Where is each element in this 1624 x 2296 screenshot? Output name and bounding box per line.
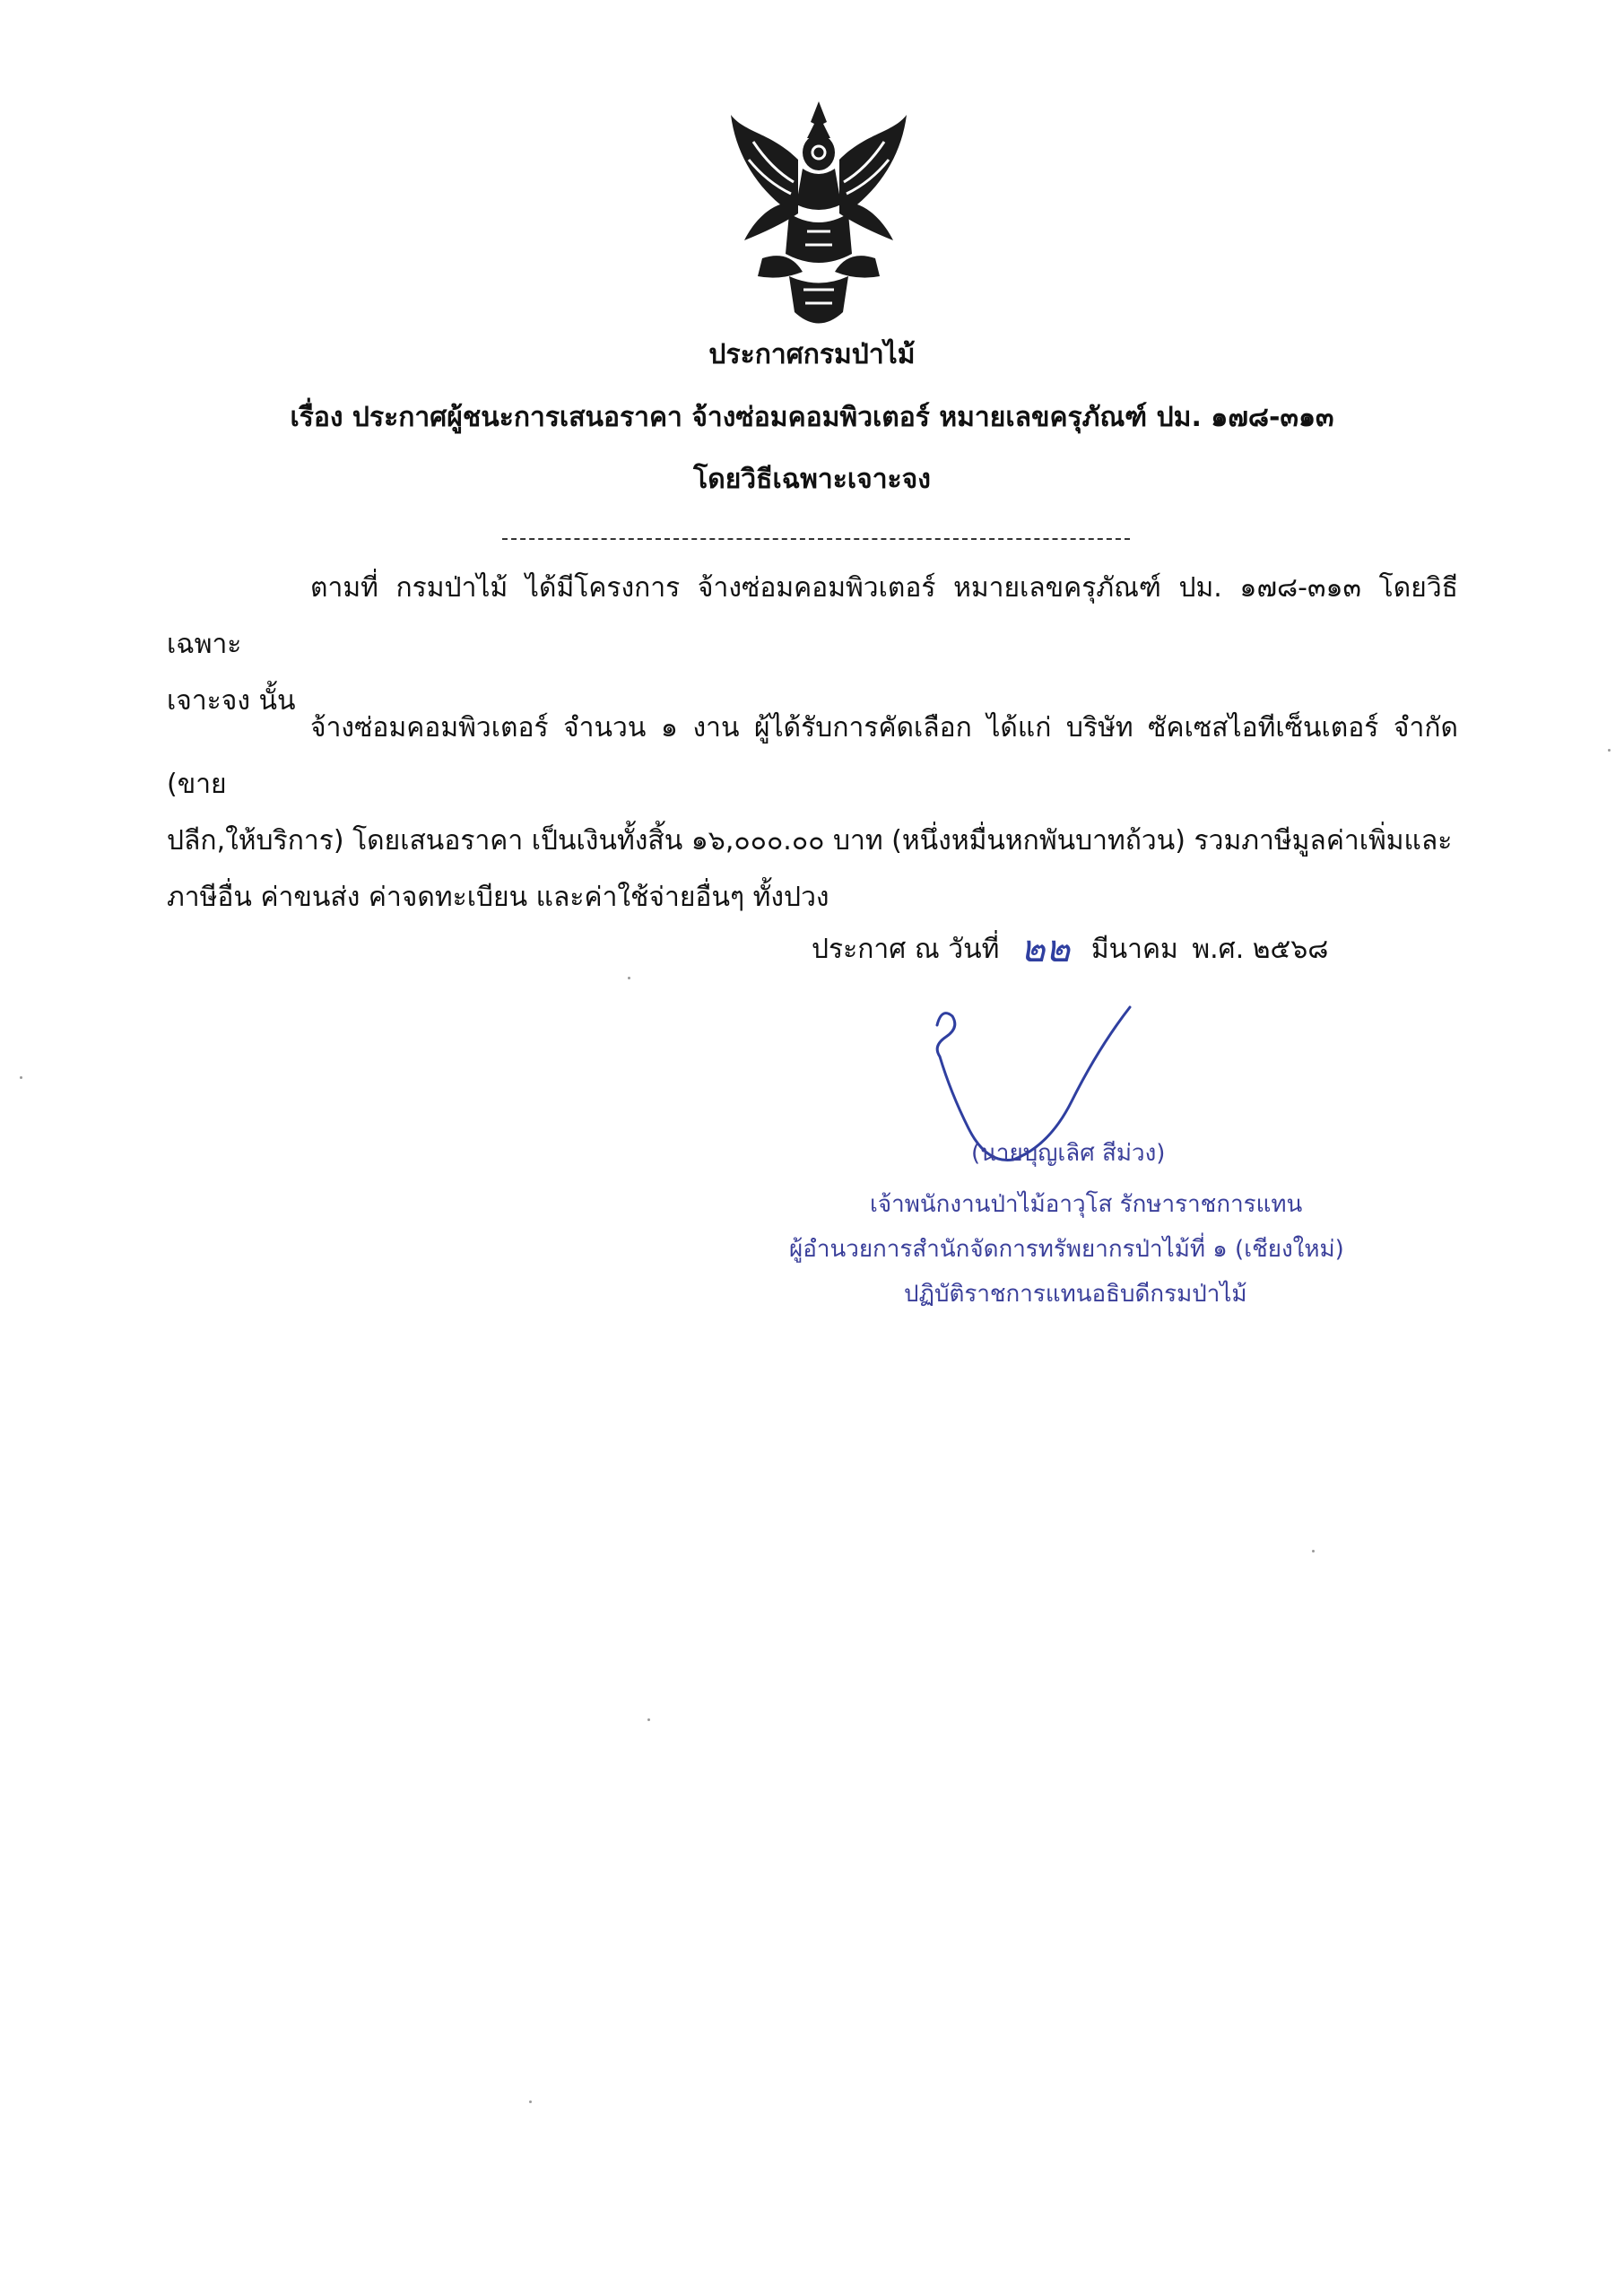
date-year: พ.ศ. ๒๕๖๘ [1192, 934, 1329, 965]
announcement-subject: เรื่อง ประกาศผู้ชนะการเสนอราคา จ้างซ่อมคอมพิวเตอร์ หมายเลขครุภัณฑ์ ปม. ๑๗๘-๓๑๓ [290, 402, 1334, 433]
signatory-position-2: ผู้อำนวยการสำนักจัดการทรัพยากรป่าไม้ที่ ๑ (เชียงใหม่) [789, 1236, 1344, 1263]
announcement-agency-title: ประกาศกรมป่าไม้ [708, 339, 916, 370]
paragraph-award-text-1: จ้างซ่อมคอมพิวเตอร์ จำนวน ๑ งาน ผู้ได้รับการคัดเลือก ได้แก่ บริษัท ซัคเซสไอทีเซ็นเตอร์ จำกัด (ขาย [167, 712, 1458, 800]
signatory-position-3: ปฏิบัติราชการแทนอธิบดีกรมป่าไม้ [904, 1281, 1247, 1308]
scan-speck [20, 1076, 22, 1079]
date-prefix: ประกาศ ณ วันที่ [812, 934, 1000, 965]
scan-speck [1312, 1550, 1315, 1552]
scan-speck [647, 1718, 650, 1721]
scan-speck [529, 2100, 532, 2103]
paragraph-intro-text-1: ตามที่ กรมป่าไม้ ได้มีโครงการ จ้างซ่อมคอมพิวเตอร์ หมายเลขครุภัณฑ์ ปม. ๑๗๘-๓๑๓ โดยวิธีเฉพาะ [167, 572, 1458, 660]
announcement-date [812, 926, 1329, 970]
date-month: มีนาคม [1090, 934, 1178, 965]
scan-speck [628, 977, 630, 979]
paragraph-award-line-3: ภาษีอื่น ค่าขนส่ง ค่าจดทะเบียน และค่าใช้จ่ายอื่นๆ ทั้งปวง [167, 882, 829, 913]
announcement-method: โดยวิธีเฉพาะเจาะจง [693, 464, 931, 495]
paragraph-intro-line-2: เจาะจง นั้น [167, 685, 296, 717]
paragraph-award-line-2: ปลีก,ให้บริการ) โดยเสนอราคา เป็นเงินทั้งสิ้น ๑๖,๐๐๐.๐๐ บาท (หนึ่งหมื่นหกพันบาทถ้วน) รวมภาษีมูลค่าเพิ่มและ [167, 825, 1453, 857]
garuda-emblem-icon [726, 97, 911, 337]
paragraph-award [167, 700, 1458, 926]
date-day-handwritten: ๒๒ [1020, 926, 1071, 970]
scan-speck [1608, 749, 1611, 752]
separator-line [502, 538, 1130, 540]
paragraph-award-line-1 [167, 700, 1458, 813]
signatory-name: (นายบุญเลิศ สีม่วง) [971, 1140, 1166, 1167]
signatory-position-1: เจ้าพนักงานป่าไม้อาวุโส รักษาราชการแทน [870, 1191, 1303, 1218]
paragraph-intro-line-1 [167, 560, 1458, 673]
